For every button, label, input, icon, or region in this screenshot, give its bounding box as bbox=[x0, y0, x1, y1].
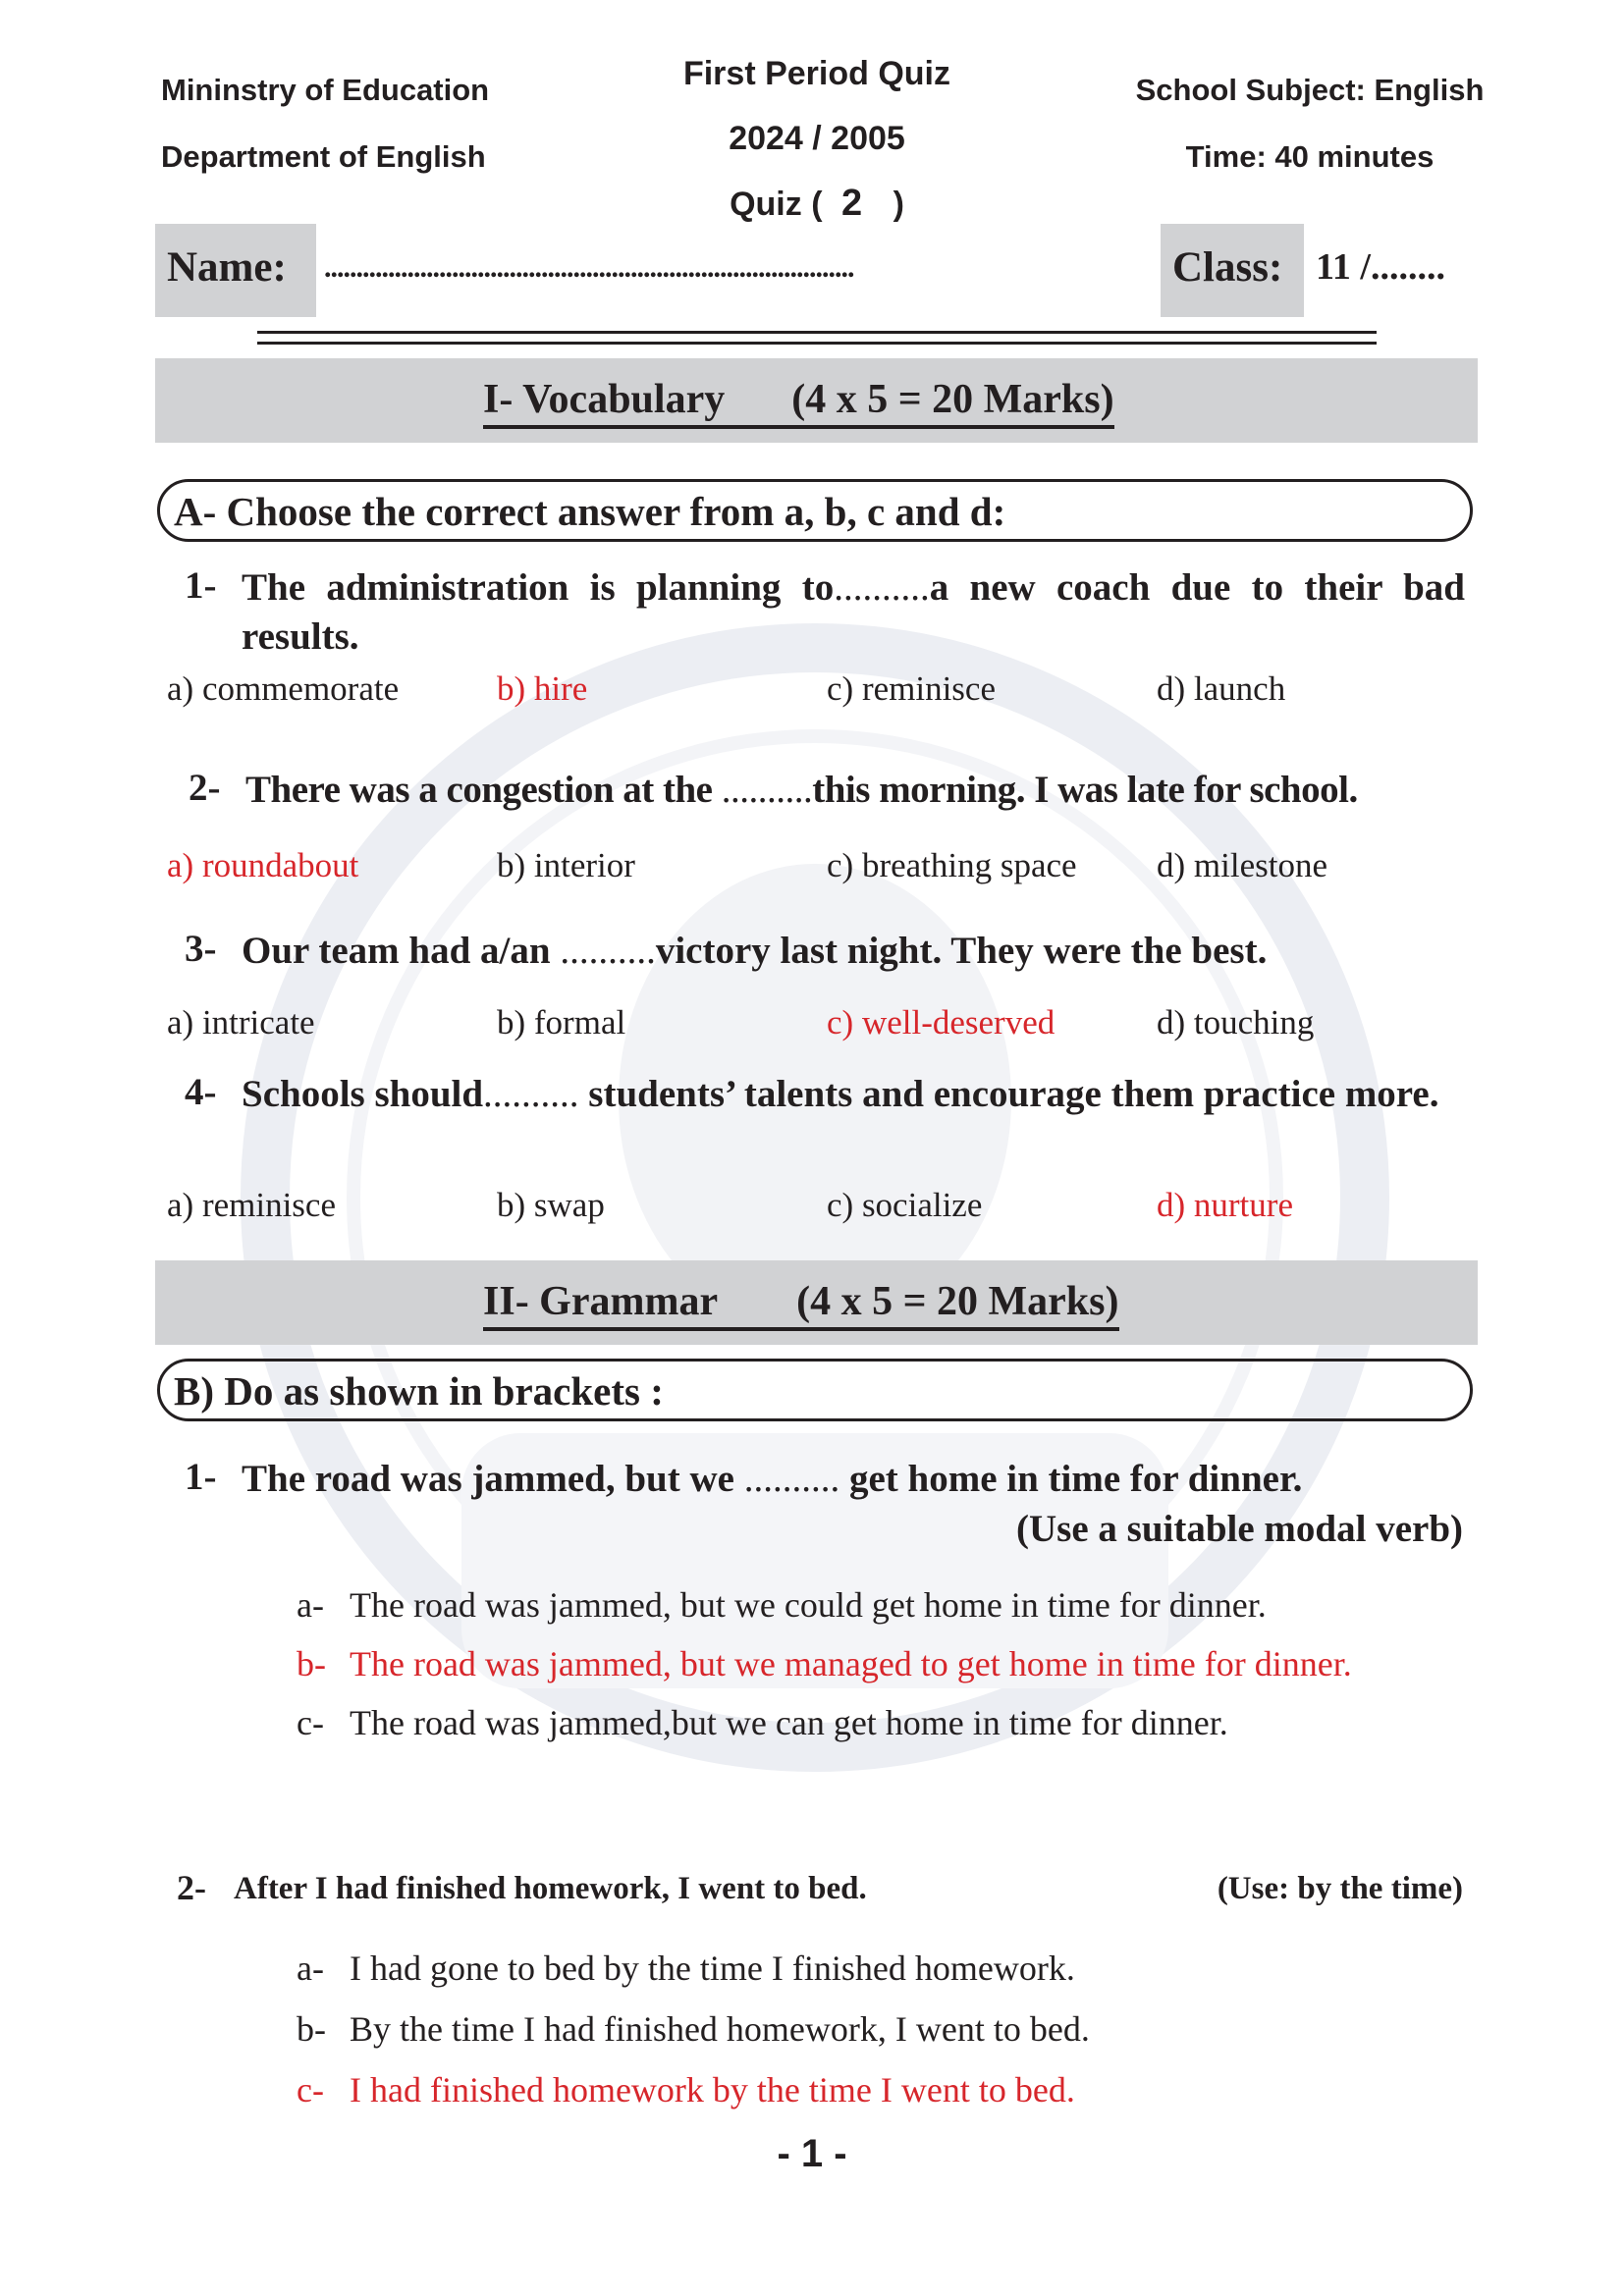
class-label: Class: bbox=[1172, 244, 1283, 291]
vocab-q3-option-b[interactable]: b) formal bbox=[497, 1003, 626, 1041]
grammar-marks: (4 x 5 = 20 Marks) bbox=[796, 1279, 1119, 1324]
vocab-q3-option-a[interactable]: a) intricate bbox=[167, 1003, 315, 1041]
quiz-number-line bbox=[621, 183, 1013, 225]
vocabulary-instruction: A- Choose the correct answer from a, b, c and d: bbox=[174, 489, 1006, 534]
vocabulary-title: I- Vocabulary bbox=[483, 377, 726, 422]
ministry-label: Mininstry of Education bbox=[161, 73, 490, 107]
vocab-q2-option-d[interactable]: d) milestone bbox=[1157, 846, 1327, 884]
grammar-q2-option-a-letter: a- bbox=[297, 1949, 324, 1988]
grammar-instruction-box bbox=[157, 1359, 1473, 1421]
vocab-q2-after: this morning. I was late for school. bbox=[812, 769, 1358, 811]
name-label-box bbox=[155, 224, 316, 317]
vocab-q2-blank: .......... bbox=[721, 769, 813, 811]
vocab-q1-option-a[interactable]: a) commemorate bbox=[167, 669, 400, 708]
quiz-prefix: Quiz ( bbox=[730, 186, 823, 223]
vocab-q1-after: a new coach due to their bad results. bbox=[242, 566, 1466, 658]
quiz-number: 2 bbox=[840, 183, 863, 224]
grammar-q1-text bbox=[242, 1455, 1302, 1504]
grammar-q2-option-b-text: By the time I had finished homework, I went to bed. bbox=[350, 2009, 1090, 2049]
subject-label: School Subject: English bbox=[1135, 73, 1485, 107]
grammar-q1-option-b-text: The road was jammed, but we managed to get home in time for dinner. bbox=[350, 1644, 1352, 1683]
class-field[interactable]: 11 /........ bbox=[1316, 246, 1445, 288]
vocab-q2-option-c[interactable]: c) breathing space bbox=[827, 846, 1077, 884]
grammar-q2-hint: (Use: by the time) bbox=[1217, 1871, 1463, 1906]
vocab-q1-option-d[interactable]: d) launch bbox=[1157, 669, 1286, 708]
grammar-q2-text: After I had finished homework, I went to bed. bbox=[234, 1871, 867, 1906]
vocab-q1-option-c[interactable]: c) reminisce bbox=[827, 669, 996, 708]
grammar-q1-after: get home in time for dinner. bbox=[848, 1458, 1303, 1500]
vocabulary-instruction-box bbox=[157, 479, 1473, 542]
vocab-q4-option-c[interactable]: c) socialize bbox=[827, 1186, 983, 1224]
vocabulary-title-group bbox=[483, 376, 1114, 429]
vocab-q4-before: Schools should bbox=[242, 1073, 484, 1115]
time-label: Time: 40 minutes bbox=[1185, 139, 1435, 174]
vocab-q4-option-d[interactable]: d) nurture bbox=[1157, 1186, 1293, 1224]
grammar-section-bar bbox=[155, 1260, 1478, 1345]
vocab-q3-text bbox=[242, 927, 1267, 976]
grammar-q1-option-c-text: The road was jammed,but we can get home in time for dinner. bbox=[350, 1703, 1228, 1742]
grammar-q1-option-b-letter: b- bbox=[297, 1644, 326, 1683]
vocab-q4-text bbox=[242, 1070, 1465, 1119]
grammar-q2-number: 2- bbox=[177, 1868, 206, 1907]
header-divider bbox=[257, 331, 1377, 345]
grammar-q1-before: The road was jammed, but we bbox=[242, 1458, 734, 1500]
vocab-q1-before: The administration is planning to bbox=[242, 566, 835, 609]
grammar-q1-option-a-text: The road was jammed, but we could get home in time for dinner. bbox=[350, 1585, 1267, 1625]
vocab-q4-after: students’ talents and encourage them practice more. bbox=[588, 1073, 1439, 1115]
quiz-suffix: ) bbox=[893, 186, 904, 223]
grammar-q2-option-b[interactable] bbox=[297, 2008, 1090, 2050]
grammar-q1-hint: (Use a suitable modal verb) bbox=[1016, 1508, 1463, 1550]
vocab-q2-text bbox=[245, 766, 1358, 815]
grammar-q2-option-c-letter: c- bbox=[297, 2070, 324, 2109]
vocab-q1-number: 1- bbox=[185, 564, 217, 607]
vocabulary-marks: (4 x 5 = 20 Marks) bbox=[791, 377, 1114, 422]
grammar-q1-option-b[interactable] bbox=[297, 1643, 1352, 1684]
page-number: - 1 - bbox=[777, 2132, 847, 2175]
vocab-q3-number: 3- bbox=[185, 928, 217, 970]
name-label: Name: bbox=[167, 244, 287, 291]
grammar-q1-number: 1- bbox=[185, 1456, 217, 1498]
grammar-q1-option-c[interactable] bbox=[297, 1702, 1228, 1743]
grammar-q1-blank: .......... bbox=[743, 1458, 840, 1500]
vocab-q3-blank: .......... bbox=[560, 930, 656, 972]
vocab-q2-before: There was a congestion at the bbox=[245, 769, 713, 811]
vocab-q3-after: victory last night. They were the best. bbox=[655, 930, 1268, 972]
vocabulary-section-bar bbox=[155, 358, 1478, 443]
vocab-q2-option-a[interactable]: a) roundabout bbox=[167, 846, 359, 884]
school-year: 2024 / 2005 bbox=[729, 120, 905, 157]
grammar-q2-option-b-letter: b- bbox=[297, 2009, 326, 2049]
vocab-q4-blank: .......... bbox=[483, 1073, 579, 1115]
vocab-q1-blank: .......... bbox=[834, 566, 930, 609]
grammar-q2-option-a-text: I had gone to bed by the time I finished homework. bbox=[350, 1949, 1075, 1988]
quiz-title: First Period Quiz bbox=[682, 55, 951, 92]
grammar-q1-option-a[interactable] bbox=[297, 1584, 1267, 1626]
grammar-title-group bbox=[483, 1278, 1119, 1331]
vocab-q2-number: 2- bbox=[189, 767, 221, 809]
grammar-q2-option-c-text: I had finished homework by the time I went to bed. bbox=[350, 2070, 1075, 2109]
grammar-title: II- Grammar bbox=[483, 1279, 719, 1324]
vocab-q2-option-b[interactable]: b) interior bbox=[497, 846, 635, 884]
vocab-q3-option-d[interactable]: d) touching bbox=[1157, 1003, 1315, 1041]
vocab-q4-number: 4- bbox=[185, 1071, 217, 1113]
vocab-q4-option-b[interactable]: b) swap bbox=[497, 1186, 605, 1224]
grammar-q2-option-c[interactable] bbox=[297, 2069, 1075, 2110]
grammar-instruction: B) Do as shown in brackets : bbox=[174, 1368, 664, 1414]
vocab-q3-before: Our team had a/an bbox=[242, 930, 551, 972]
vocab-q1-option-b[interactable]: b) hire bbox=[497, 669, 588, 708]
vocab-q3-option-c[interactable]: c) well-deserved bbox=[827, 1003, 1056, 1041]
grammar-q2-option-a[interactable] bbox=[297, 1948, 1075, 1989]
name-field[interactable]: ................................................................................... bbox=[324, 251, 854, 284]
vocab-q4-option-a[interactable]: a) reminisce bbox=[167, 1186, 336, 1224]
department-label: Department of English bbox=[161, 139, 486, 174]
grammar-q1-option-c-letter: c- bbox=[297, 1703, 324, 1742]
class-label-box bbox=[1161, 224, 1304, 317]
grammar-q1-option-a-letter: a- bbox=[297, 1585, 324, 1625]
vocab-q1-text bbox=[242, 563, 1465, 662]
